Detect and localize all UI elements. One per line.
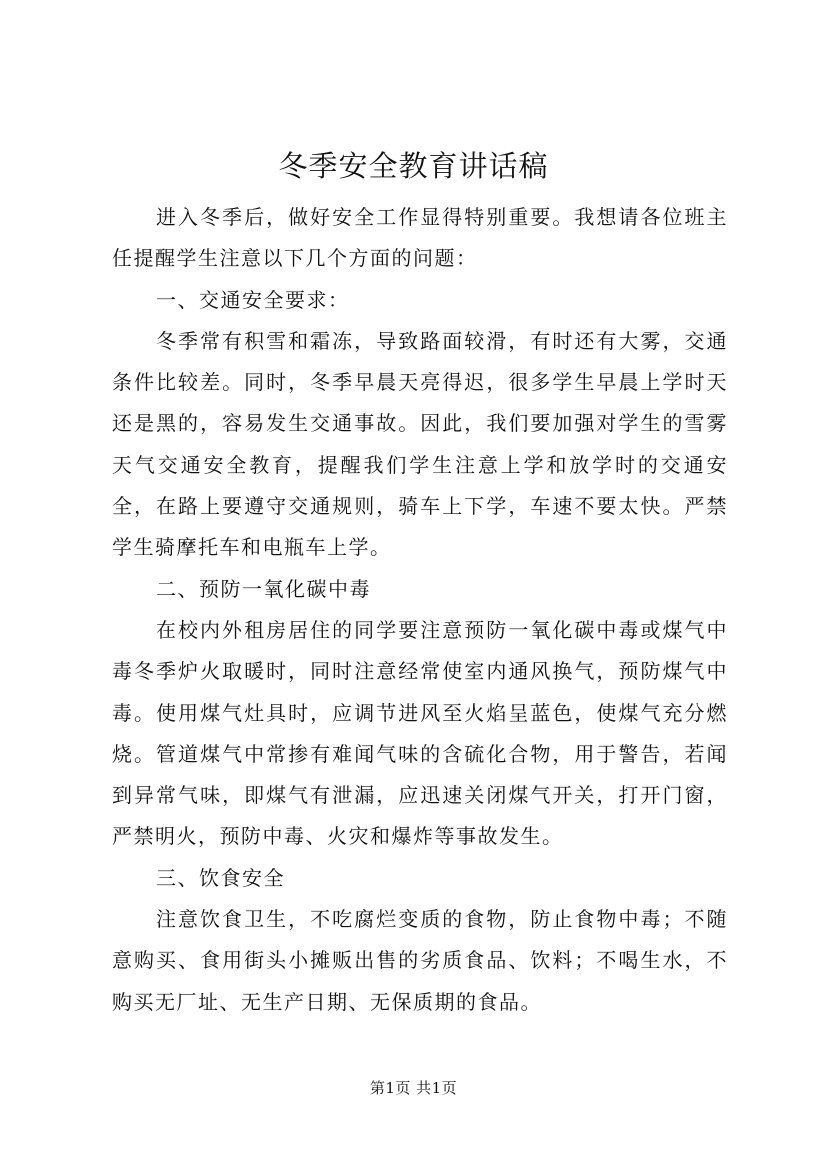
section-heading-traffic: 一、交通安全要求： (156, 287, 350, 312)
page-number-footer: 第1页 共1页 (369, 1079, 458, 1097)
document-body (112, 197, 728, 1023)
section-body-food-safety: 注意饮食卫生，不吃腐烂变质的食物，防止食物中毒；不随意购买、食用街头小摊贩出售的劣质食品、饮料；不喝生水，不购买无厂址、无生产日期、无保质期的食品。 (112, 907, 728, 1014)
section-heading-co-poisoning: 二、预防一氧化碳中毒 (156, 576, 371, 601)
intro-paragraph: 进入冬季后，做好安全工作显得特别重要。我想请各位班主任提醒学生注意以下几个方面的问题： (112, 205, 728, 271)
section-body-traffic: 冬季常有积雪和霜冻，导致路面较滑，有时还有大雾，交通条件比较差。同时，冬季早晨天亮得迟，很多学生早晨上学时天还是黑的，容易发生交通事故。因此，我们要加强对学生的雪雾天气交通安全教育，提醒我们学生注意上学和放学时的交通安全，在路上要遵守交通规则，骑车上下学，车速不要太快。严禁学生骑摩托车和电瓶车上学。 (112, 328, 728, 560)
section-heading-food-safety: 三、饮食安全 (156, 865, 285, 890)
document-title: 冬季安全教育讲话稿 (278, 149, 549, 183)
section-body-co-poisoning: 在校内外租房居住的同学要注意预防一氧化碳中毒或煤气中毒冬季炉火取暖时，同时注意经常使室内通风换气，预防煤气中毒。使用煤气灶具时，应调节进风至火焰呈蓝色，使煤气充分燃烧。管道煤气中常掺有难闻气味的含硫化合物，用于警告，若闻到异常气味，即煤气有泄漏，应迅速关闭煤气开关，打开门窗，严禁明火，预防中毒、火灾和爆炸等事故发生。 (112, 617, 728, 849)
